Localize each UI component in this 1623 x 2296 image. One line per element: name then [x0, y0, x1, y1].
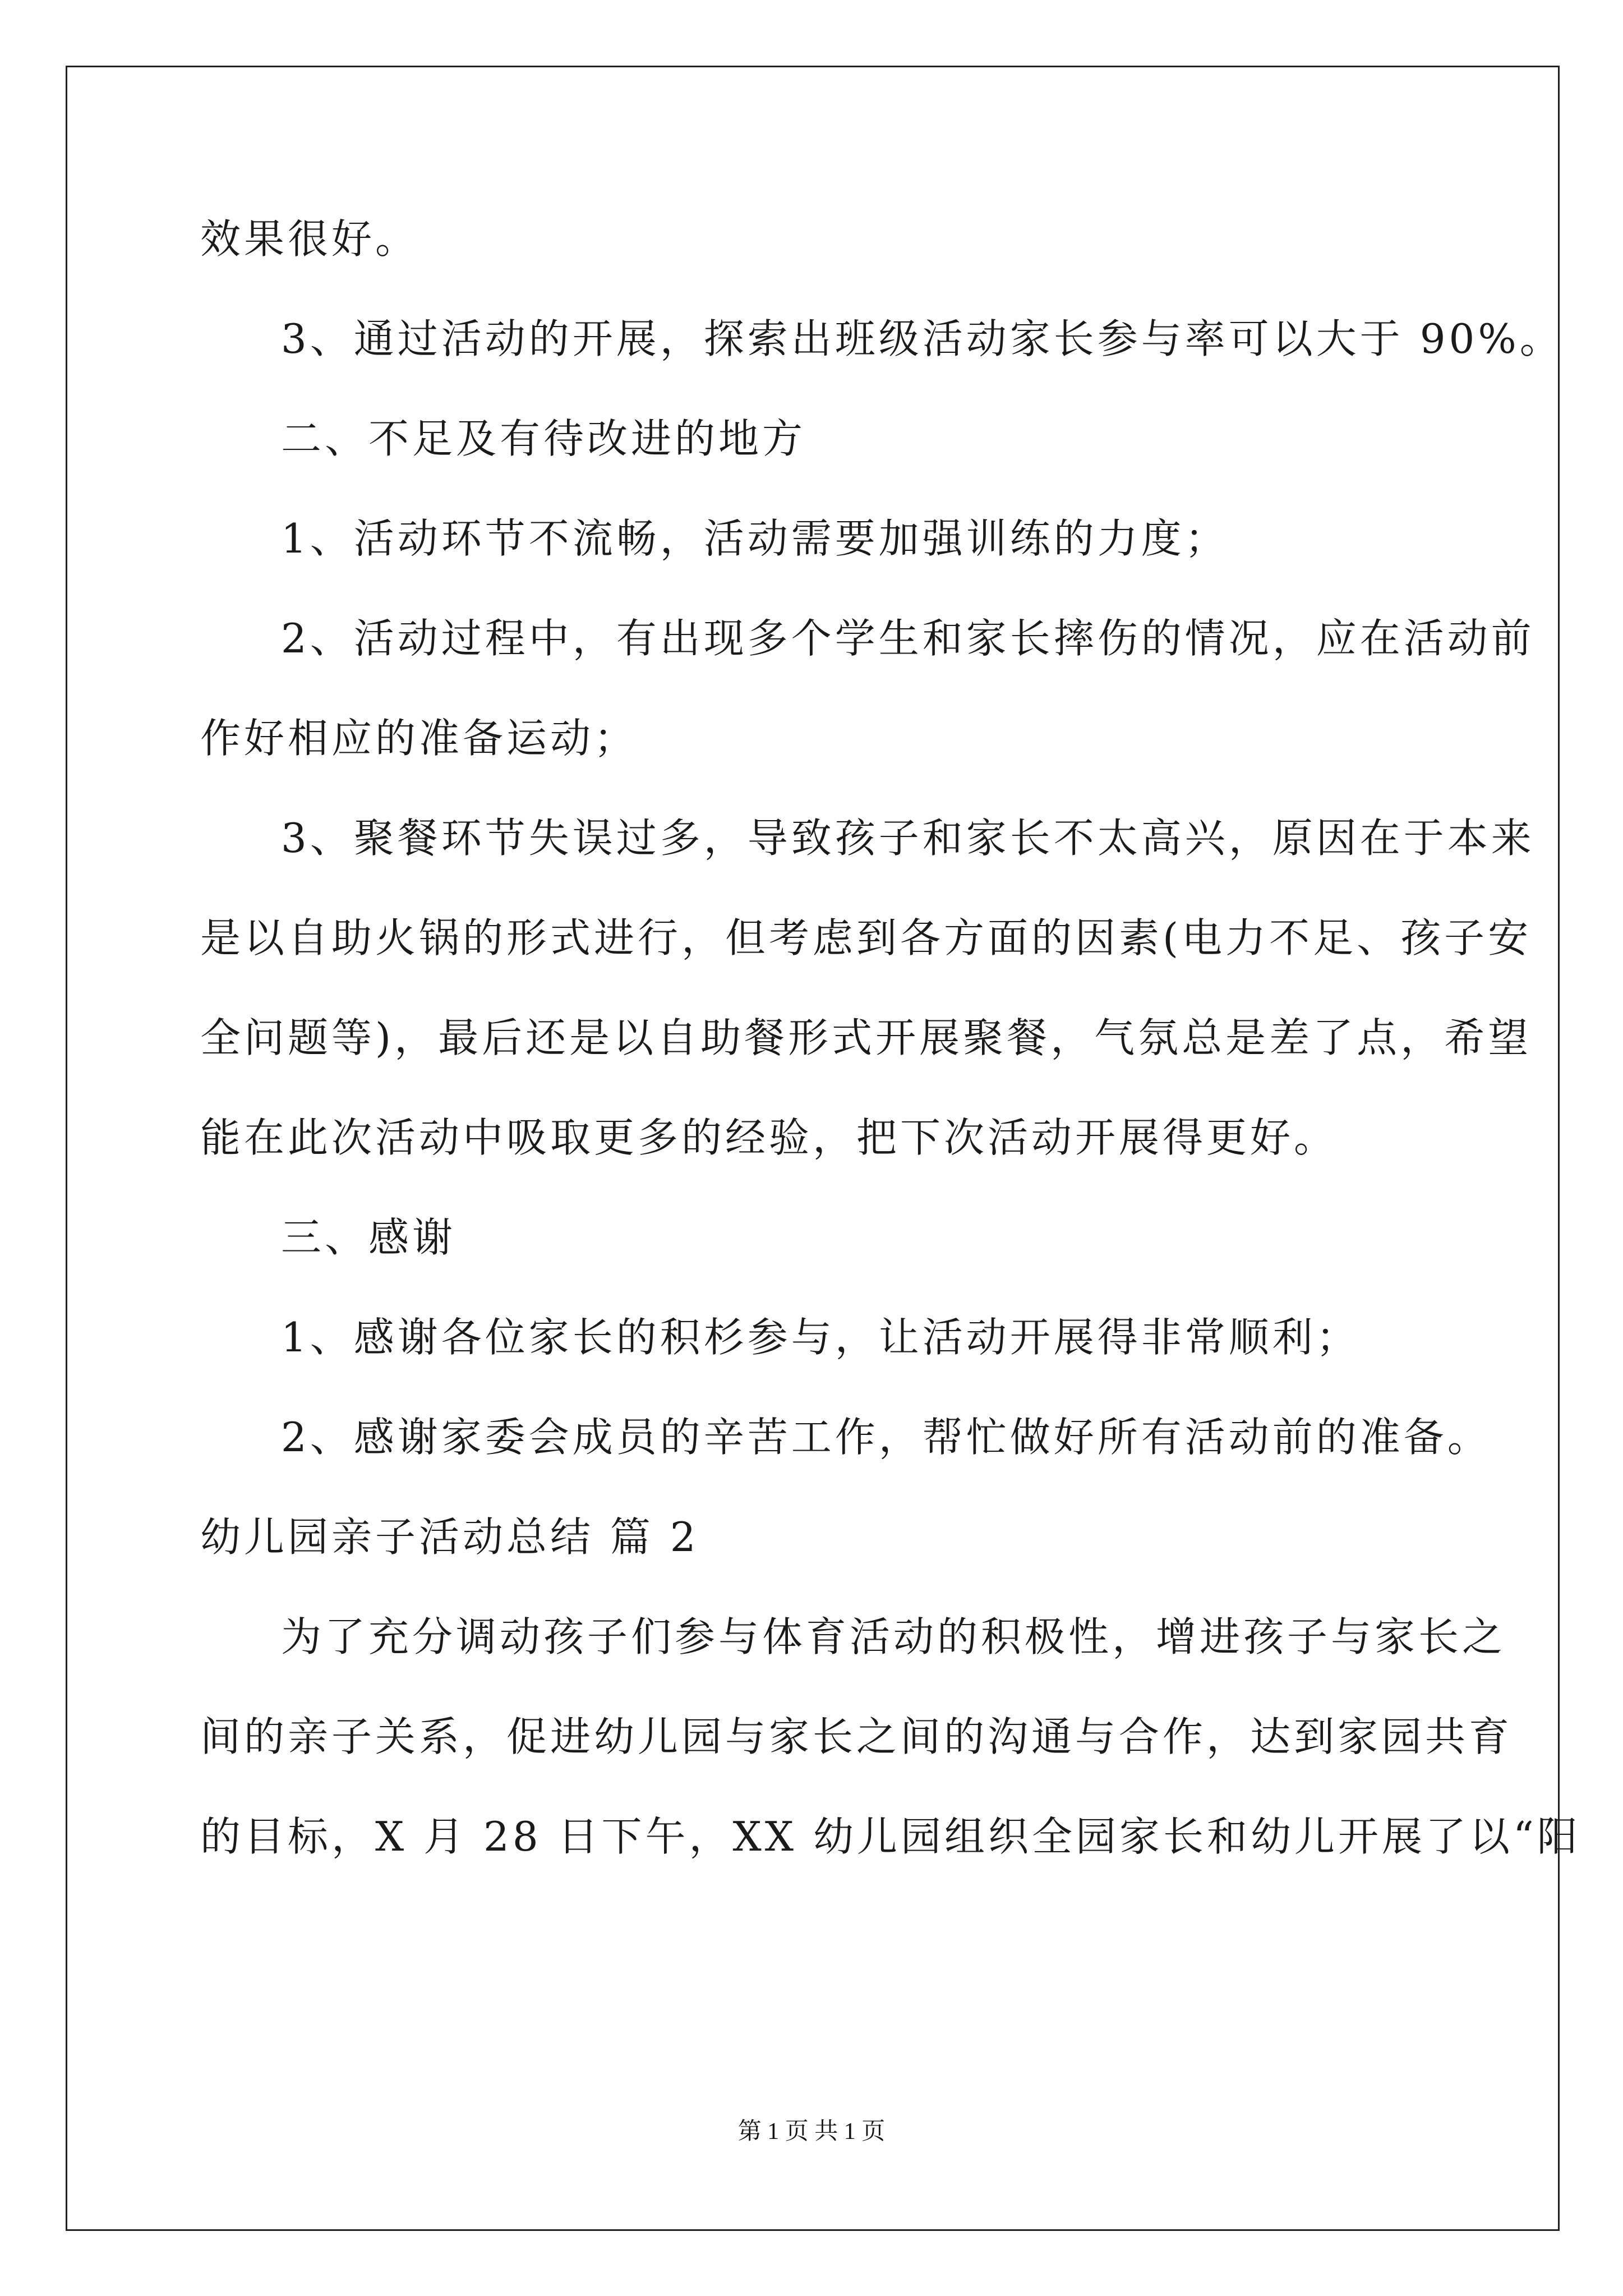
- paragraph-line: 2、活动过程中，有出现多个学生和家长摔伤的情况，应在活动前: [281, 615, 1535, 662]
- paragraph-line: 全问题等)，最后还是以自助餐形式开展聚餐，气氛总是差了点，希望: [200, 1014, 1532, 1061]
- section-heading: 三、感谢: [281, 1214, 457, 1261]
- paragraph-line: 1、活动环节不流畅，活动需要加强训练的力度；: [281, 515, 1229, 562]
- paragraph-line: 为了充分调动孩子们参与体育活动的积极性，增进孩子与家长之: [281, 1613, 1506, 1660]
- article-title: 幼儿园亲子活动总结 篇 2: [200, 1513, 699, 1561]
- page-number: 第 1 页 共 1 页: [737, 2119, 886, 2145]
- paragraph-line: 是以自助火锅的形式进行，但考虑到各方面的因素(电力不足、孩子安: [200, 914, 1532, 961]
- paragraph-line: 3、聚餐环节失误过多，导致孩子和家长不太高兴，原因在于本来: [281, 815, 1535, 862]
- paragraph-line: 能在此次活动中吸取更多的经验，把下次活动开展得更好。: [200, 1114, 1338, 1161]
- paragraph-line: 的目标，X 月 28 日下午，XX 幼儿园组织全园家长和幼儿开展了以“阳: [200, 1813, 1581, 1860]
- paragraph-line: 1、感谢各位家长的积杉参与，让活动开展得非常顺利；: [281, 1314, 1360, 1361]
- paragraph-line: 间的亲子关系，促进幼儿园与家长之间的沟通与合作，达到家园共育: [200, 1713, 1513, 1760]
- paragraph-line: 效果很好。: [200, 215, 419, 263]
- paragraph-line: 2、感谢家委会成员的辛苦工作，帮忙做好所有活动前的准备。: [281, 1414, 1491, 1461]
- paragraph-line: 作好相应的准备运动；: [200, 715, 638, 762]
- section-heading: 二、不足及有待改进的地方: [281, 415, 806, 462]
- paragraph-line: 3、通过活动的开展，探索出班级活动家长参与率可以大于 90%。: [281, 315, 1564, 362]
